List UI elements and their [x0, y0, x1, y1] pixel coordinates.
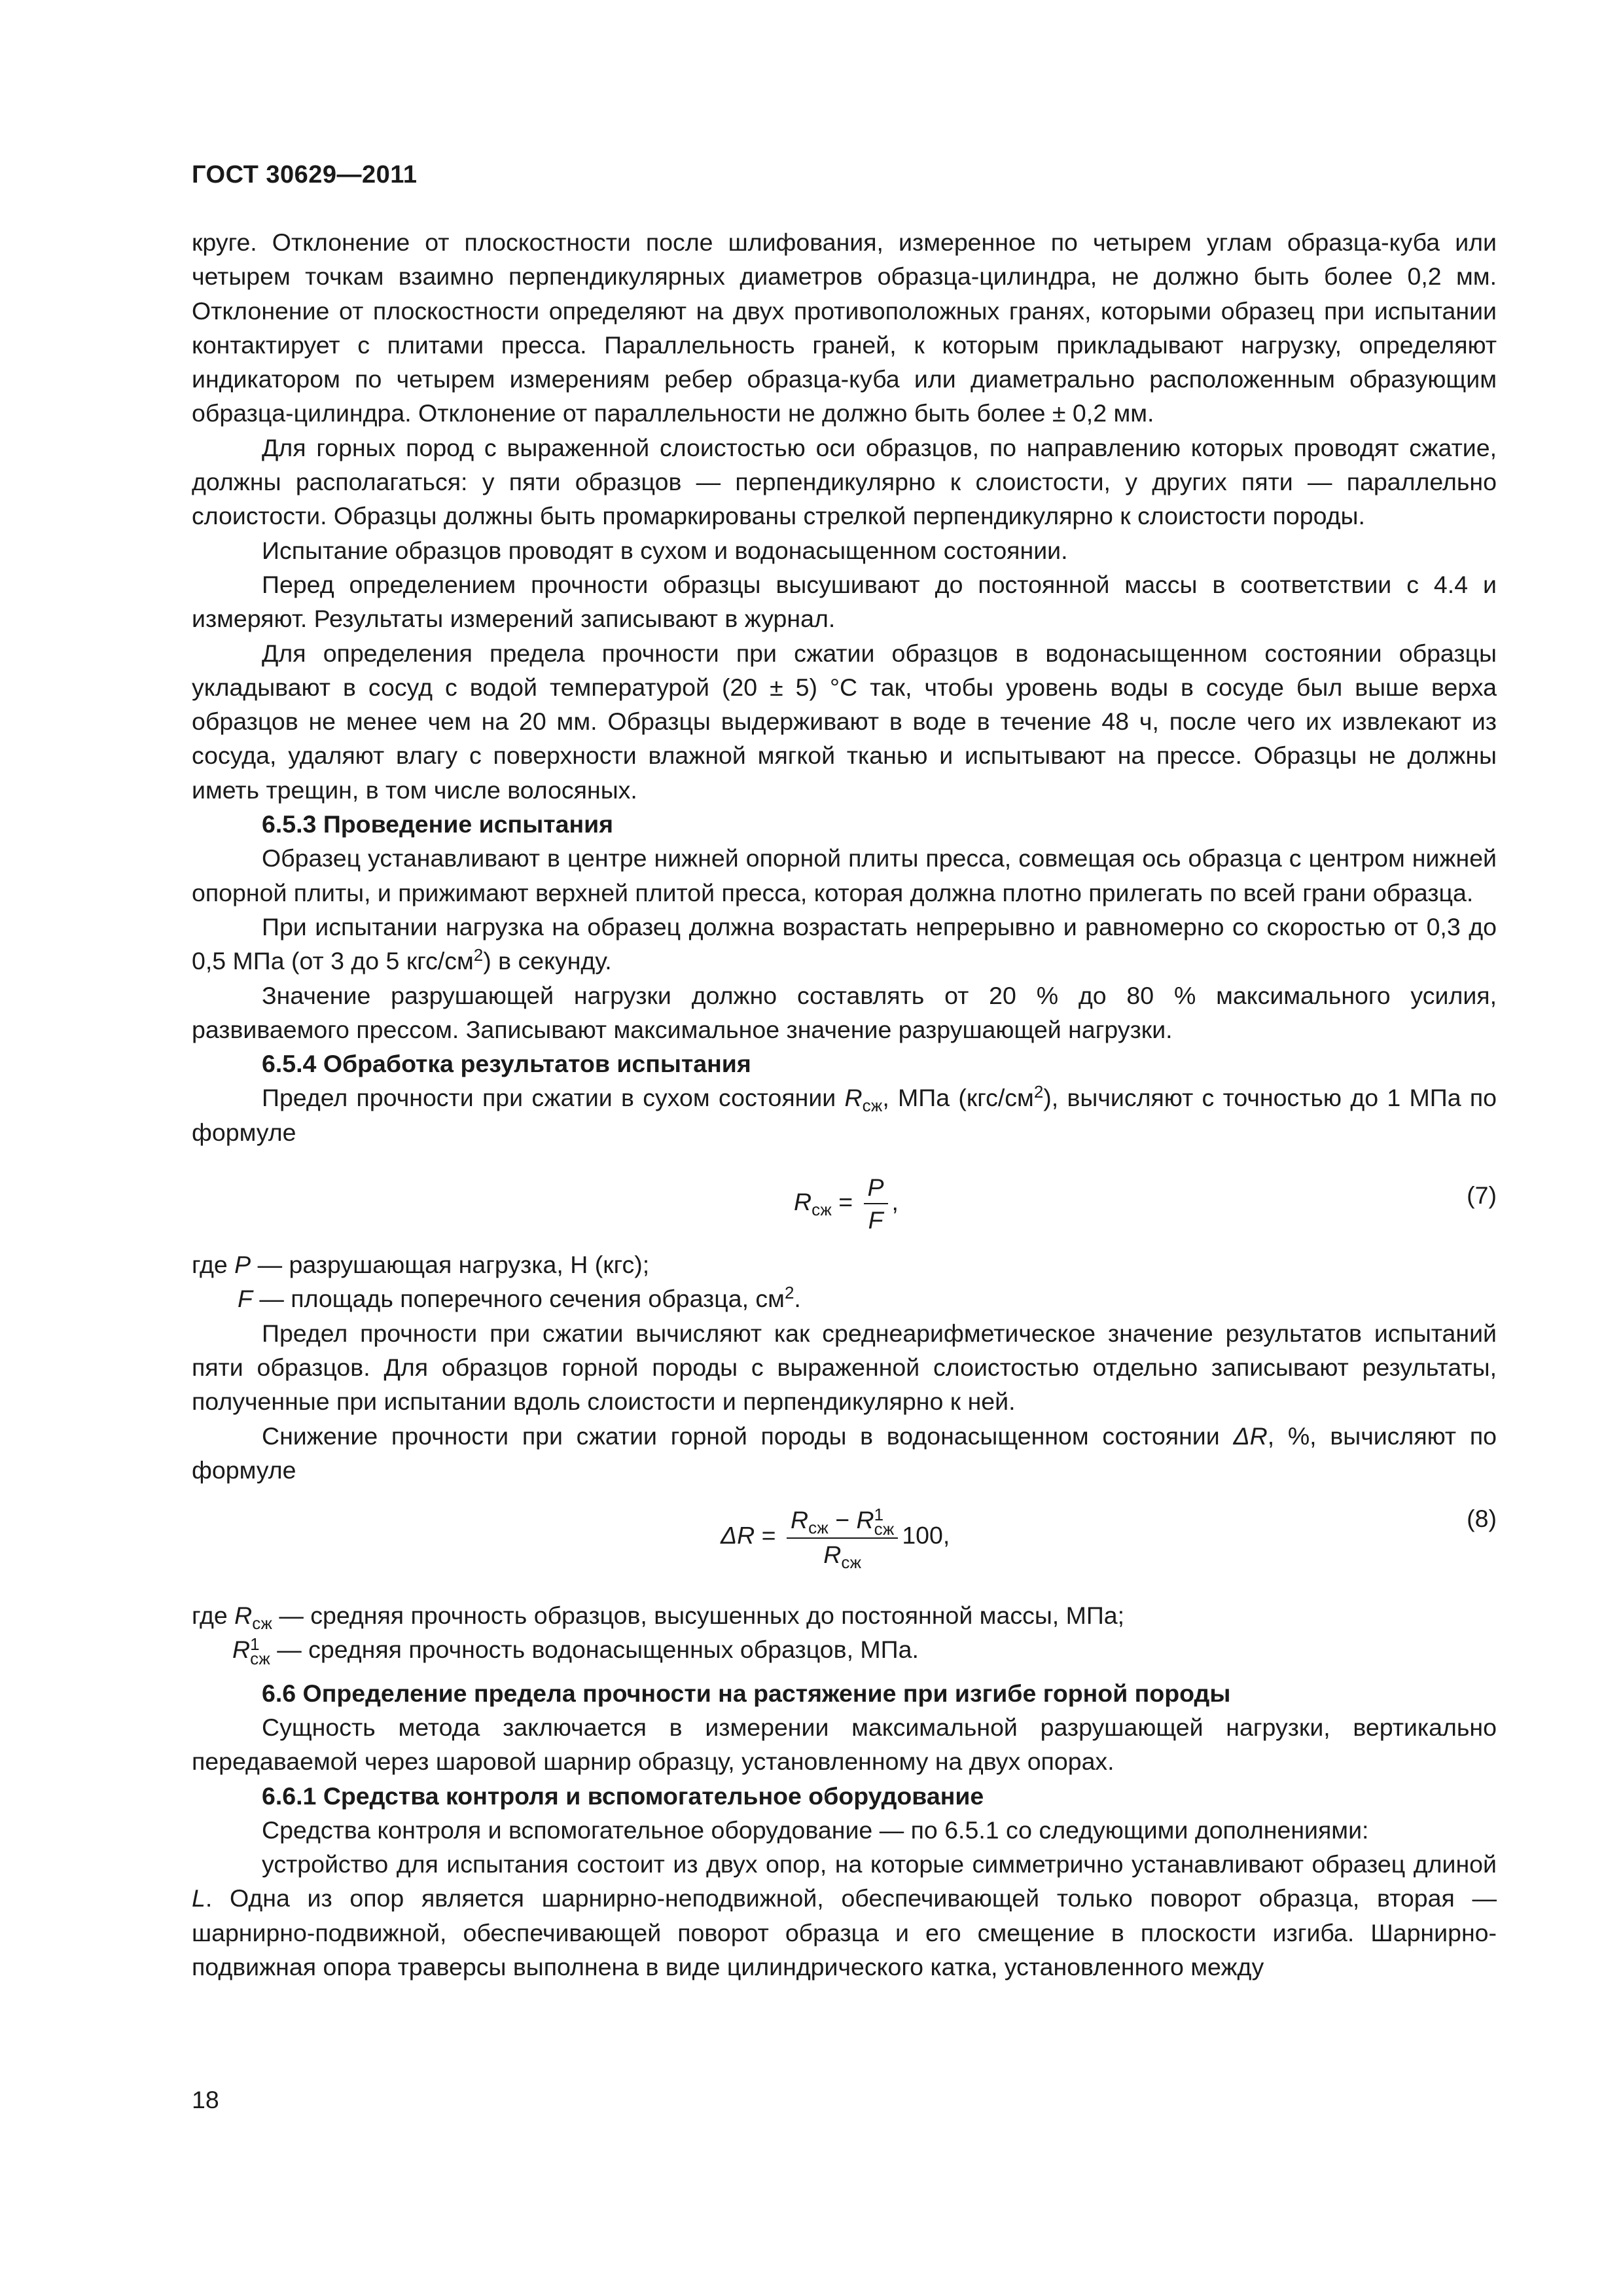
- text-run: , МПа (кгс/см: [882, 1084, 1034, 1112]
- paragraph: Средства контроля и вспомогательное оборудование — по 6.5.1 со следующими дополнениями:: [262, 1816, 1369, 1844]
- variable: F: [238, 1285, 253, 1313]
- formula-7: [192, 1149, 1497, 1247]
- text-run: Предел прочности при сжатии в сухом состоянии: [262, 1084, 845, 1112]
- subscript: сж: [812, 1199, 832, 1219]
- paragraph: Перед определением прочности образцы высушивают до постоянной массы в соответствии с 4.4 и измеряют. Результаты измерений записывают в журнал.: [192, 570, 1497, 633]
- where-clause: [192, 1247, 1497, 1282]
- text-run: , %, вычисляют по формуле: [192, 1422, 1497, 1484]
- equals-sign: =: [838, 1187, 853, 1215]
- where-clause: [192, 1598, 1497, 1632]
- sub-sup-stack: [874, 1505, 895, 1539]
- variable: ΔR: [1233, 1422, 1268, 1450]
- paragraph: [192, 910, 1497, 978]
- text-run: ) в секунду.: [483, 947, 612, 975]
- fraction-numerator: P: [864, 1173, 888, 1204]
- variable: R: [823, 1541, 842, 1569]
- formula-8-expression: [721, 1505, 950, 1573]
- text-run: .: [794, 1285, 801, 1313]
- text-run: . Одна из опор является шарнирно-неподвижной, обеспечивающей только поворот образца, вторая — шарнирно-подвижной, обеспечивающей поворот образца и его смещение в плоскости изгиба. Шарнирно-подвижная опора траверсы выполнена в виде цилиндрического катка, установленного между: [192, 1884, 1497, 1981]
- minus-sign: −: [835, 1506, 850, 1534]
- variable: L: [192, 1884, 205, 1912]
- subscript: сж: [250, 1649, 270, 1669]
- equation-number: (8): [1467, 1505, 1497, 1533]
- paragraph: Значение разрушающей нагрузки должно составлять от 20 % до 80 % максимального усилия, развиваемого прессом. Записывают максимальное значение разрушающей нагрузки.: [192, 981, 1497, 1043]
- text-run: Снижение прочности при сжатии горной породы в водонасыщенном состоянии: [262, 1422, 1234, 1450]
- text-run: — площадь поперечного сечения образца, см: [252, 1285, 785, 1313]
- subscript: сж: [841, 1552, 862, 1573]
- paragraph: [192, 1419, 1497, 1488]
- formula-tail: 100,: [902, 1521, 950, 1549]
- variable: P: [234, 1251, 251, 1279]
- paragraph: Для определения предела прочности при сжатии образцов в водонасыщенном состоянии образцы укладывают в сосуд с водой температурой (20 ± 5) °С так, чтобы уровень воды в сосуде был выше верха образцов не менее чем на 20 мм. Образцы выдерживают в воде в течение 48 ч, после чего их извлекают из сосуда, удаляют влагу с поверхности влажной мягкой тканью и испытывают на прессе. Образцы не должны иметь трещин, в том числе волосяных.: [192, 639, 1497, 804]
- fraction: [864, 1173, 888, 1234]
- fraction-denominator: F: [868, 1206, 883, 1234]
- section-heading-6-6: 6.6 Определение предела прочности на растяжение при изгибе горной породы: [262, 1679, 1231, 1707]
- text-run: устройство для испытания состоит из двух опор, на которые симметрично устанавливают образец длиной: [262, 1850, 1497, 1878]
- superscript: 1: [874, 1505, 884, 1525]
- variable: R: [791, 1506, 809, 1534]
- paragraph: круге. Отклонение от плоскостности после шлифования, измеренное по четырем углам образца-куба или четырем точкам взаимно перпендикулярных диаметров образца-цилиндра, не должно быть более 0,2 мм. Отклонение от плоскостности определяют на двух противоположных гранях, которыми образец при испытании контактирует с плитами пресса. Параллельность граней, к которым прикладывают нагрузку, определяют индикатором по четырем измерениям ребер образца-куба или диаметрально расположенным образующим образца-цилиндра. Отклонение от параллельности не должно быть более ± 0,2 мм.: [192, 228, 1497, 427]
- section-heading-6-5-4: 6.5.4 Обработка результатов испытания: [262, 1050, 751, 1078]
- text-run: где: [192, 1602, 235, 1630]
- paragraph: Образец устанавливают в центре нижней опорной плиты пресса, совмещая ось образца с центром нижней опорной плиты, и прижимают верхней плитой пресса, которая должна плотно прилегать по всей грани образца.: [192, 844, 1497, 906]
- text-run: — средняя прочность образцов, высушенных до постоянной массы, МПа;: [272, 1602, 1125, 1630]
- superscript: 1: [250, 1634, 260, 1655]
- subscript: сж: [808, 1518, 829, 1538]
- superscript: 2: [473, 945, 484, 965]
- subscript: сж: [874, 1519, 895, 1539]
- fraction-numerator: [787, 1505, 898, 1539]
- page-number: 18: [192, 2086, 219, 2113]
- subscript: сж: [862, 1096, 883, 1116]
- paragraph: Для горных пород с выраженной слоистостью оси образцов, по направлению которых проводят сжатие, должны располагаться: у пяти образцов — перпендикулярно к слоистости, у других пяти — параллельно слоистости. Образцы должны быть промаркированы стрелкой перпендикулярно к слоистости породы.: [192, 433, 1497, 530]
- sub-sup-stack: [250, 1634, 270, 1669]
- where-clause: [192, 1282, 1497, 1316]
- fraction: [787, 1505, 898, 1573]
- paragraph: Предел прочности при сжатии вычисляют как среднеарифметическое значение результатов испытаний пяти образцов. Для образцов горной породы с выраженной слоистостью отдельно записывают результаты, полученные при испытании вдоль слоистости и перпендикулярно к ней.: [192, 1319, 1497, 1416]
- text-run: — разрушающая нагрузка, Н (кгс);: [251, 1251, 650, 1279]
- where-clause: [192, 1632, 1497, 1669]
- formula-7-expression: [794, 1173, 899, 1234]
- document-body: [192, 225, 1497, 1984]
- text-run: — средняя прочность водонасыщенных образцов, МПа.: [270, 1636, 919, 1664]
- formula-lhs: R: [794, 1187, 812, 1215]
- text-run: где: [192, 1251, 235, 1279]
- formula-tail: ,: [891, 1187, 899, 1215]
- variable: R: [234, 1602, 253, 1630]
- variable: R: [856, 1506, 874, 1534]
- formula-8: [192, 1487, 1497, 1598]
- section-heading-6-5-3: 6.5.3 Проведение испытания: [262, 810, 614, 838]
- subscript: сж: [252, 1613, 272, 1634]
- paragraph: [192, 1081, 1497, 1149]
- variable: R: [844, 1084, 863, 1112]
- paragraph: Сущность метода заключается в измерении максимальной разрушающей нагрузки, вертикально передаваемой через шаровой шарнир образцу, установленному на двух опорах.: [192, 1713, 1497, 1776]
- superscript: 2: [1033, 1082, 1044, 1102]
- superscript: 2: [784, 1283, 794, 1303]
- formula-lhs: ΔR: [721, 1521, 755, 1549]
- equation-number: (7): [1467, 1181, 1497, 1210]
- fraction-denominator: [819, 1539, 865, 1573]
- paragraph: [192, 1847, 1497, 1984]
- variable: R: [232, 1636, 251, 1664]
- equals-sign: =: [761, 1521, 776, 1549]
- paragraph: Испытание образцов проводят в сухом и водонасыщенном состоянии.: [262, 536, 1068, 564]
- text-run: При испытании нагрузка на образец должна возрастать непрерывно и равномерно со скоростью от 0,3 до 0,5 МПа (от 3 до 5 кгс/см: [192, 912, 1497, 975]
- text-run: ), вычисляют с точностью до 1 МПа по формуле: [192, 1084, 1497, 1146]
- section-heading-6-6-1: 6.6.1 Средства контроля и вспомогательное оборудование: [262, 1782, 984, 1810]
- document-code-header: ГОСТ 30629—2011: [192, 161, 418, 188]
